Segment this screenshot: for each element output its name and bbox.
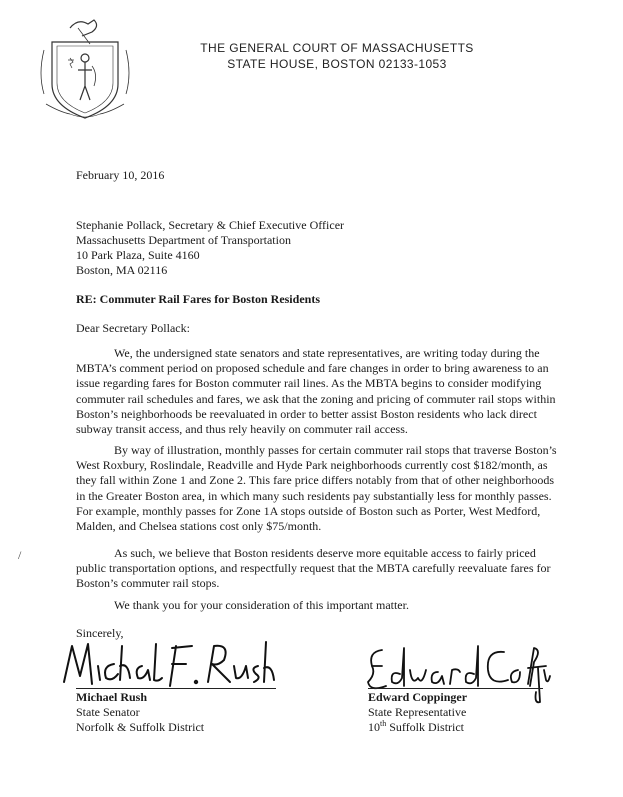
recipient-street: 10 Park Plaza, Suite 4160: [76, 248, 200, 262]
closing: Sincerely,: [76, 626, 124, 640]
signer-block-right: [368, 690, 467, 735]
signer-name: Michael Rush: [76, 690, 148, 704]
recipient-city: Boston, MA 02116: [76, 263, 168, 277]
salutation: Dear Secretary Pollack:: [76, 321, 190, 335]
body-paragraph: As such, we believe that Boston residents deserve more equitable access to fairly priced public transportation options, and respectfully request that the MBTA carefully reevaluate fares for Boston’s commuter rail stops.: [76, 546, 551, 591]
letter-date: February 10, 2016: [76, 168, 165, 182]
letterhead-line-2: STATE HOUSE, BOSTON 02133-1053: [227, 57, 447, 71]
signature-line-left: [76, 688, 276, 689]
district-text: Suffolk District: [386, 720, 465, 734]
signer-block-left: [76, 690, 204, 735]
recipient-name: Stephanie Pollack, Secretary & Chief Executive Officer: [76, 218, 345, 232]
body-paragraph: By way of illustration, monthly passes for certain commuter rail stops that traverse Boston’s West Roxbury, Roslindale, Readville and Hyde Park neighborhoods currently cost $182/month, as they fall within Zone 1 and Zone 2. This fare price differs notably from that of other neighborhoods in the Greater Boston area, in which many such residents pay substantially less for monthly passes. For example, monthly passes for Zone 1A stops outside of Boston such as Porter, West Medford, Malden, and Chelsea stations cost only $75/month.: [76, 443, 557, 534]
signer-title: State Senator: [76, 705, 140, 719]
district-number: 10: [368, 720, 380, 734]
letterhead: [192, 40, 482, 72]
body-paragraph: We thank you for your consideration of this important matter.: [114, 598, 409, 612]
stray-mark: /: [18, 548, 22, 562]
recipient-address: [76, 218, 344, 278]
signer-district: [368, 720, 467, 735]
signer-name: Edward Coppinger: [368, 690, 468, 704]
subject-line: RE: Commuter Rail Fares for Boston Residents: [76, 292, 320, 306]
massachusetts-seal-icon: [30, 14, 140, 124]
signature-line-right: [368, 688, 543, 689]
signer-district: Norfolk & Suffolk District: [76, 720, 205, 734]
signer-title: State Representative: [368, 705, 467, 719]
recipient-org: Massachusetts Department of Transportation: [76, 233, 291, 247]
signature-michael-rush: [58, 636, 278, 692]
body-paragraph: We, the undersigned state senators and state representatives, are writing today during the MBTA’s comment period on proposed schedule and fare changes in order to bring awareness to an issue regarding fares for Boston commuter rail lines. As the MBTA begins to consider modifying commuter rail schedules and fares, we ask that the zoning and pricing of commuter rail stops within Boston’s neighborhoods be reevaluated in order to better assist Boston residents who lack direct subway transit access, and thus rely heavily on commuter rail access.: [76, 346, 556, 437]
district-ordinal: th: [380, 719, 387, 728]
letterhead-line-1: THE GENERAL COURT OF MASSACHUSETTS: [200, 41, 474, 55]
